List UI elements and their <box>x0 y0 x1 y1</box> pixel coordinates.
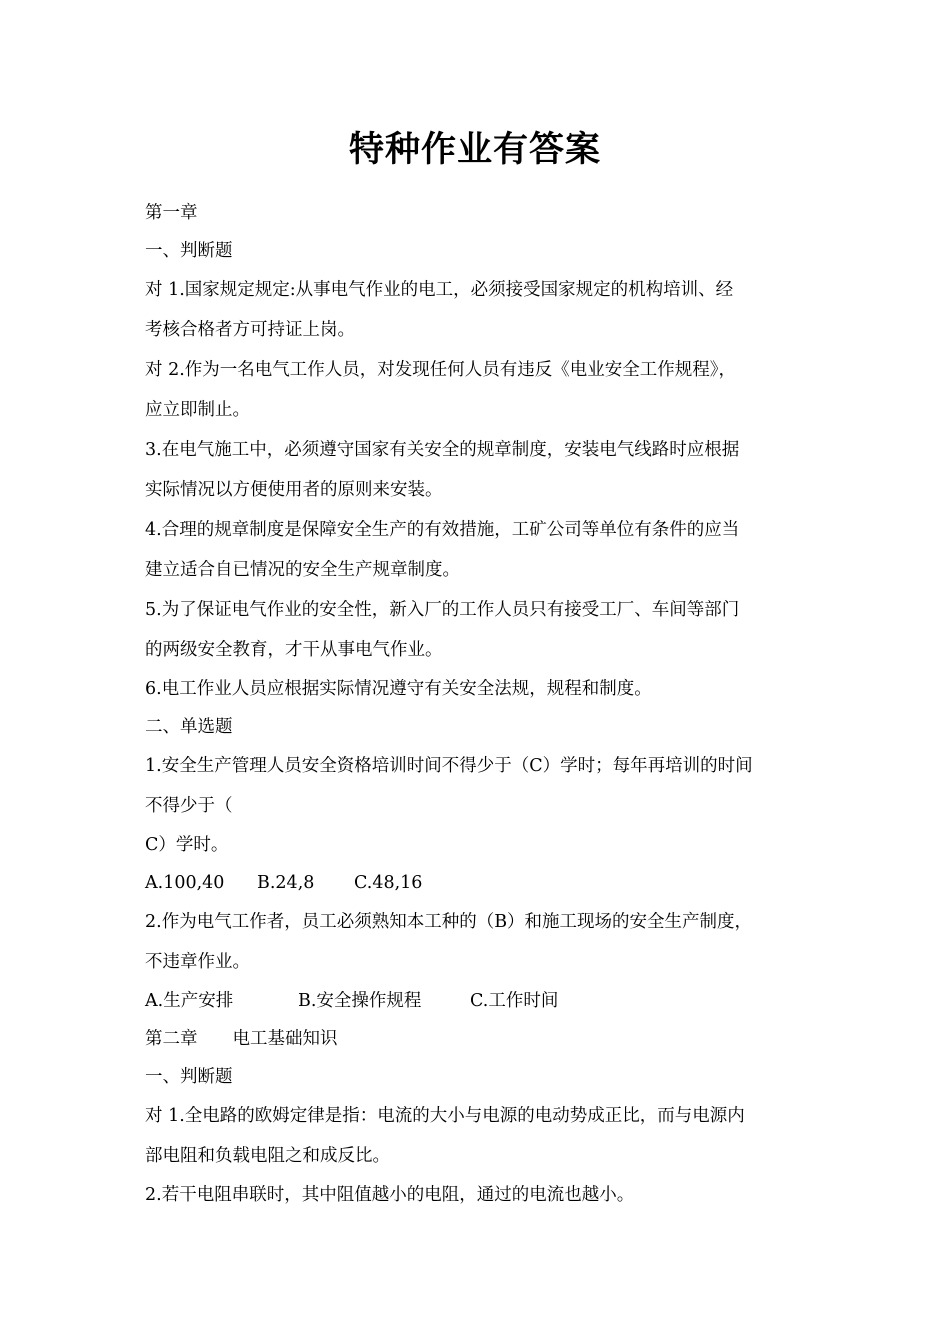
question-text: 5.为了保证电气作业的安全性，新入厂的工作人员只有接受工厂、车间等部门 <box>145 600 740 620</box>
question-text: 不违章作业。 <box>145 952 250 972</box>
question-text: 不得少于（ <box>145 796 233 816</box>
option-b: B.24,8 <box>257 873 315 893</box>
question-text: 对 2.作为一名电气工作人员，对发现任何人员有违反《电业安全工作规程》， <box>145 360 737 380</box>
answer-options <box>145 864 815 902</box>
question-text: 建立适合自已情况的安全生产规章制度。 <box>145 560 460 580</box>
chapter-heading: 第一章 <box>145 203 198 223</box>
page-title: 特种作业有答案 <box>348 130 601 170</box>
option-c: C.48,16 <box>354 873 423 893</box>
chapter-heading: 第二章 电工基础知识 <box>145 1029 338 1049</box>
question-text: 部电阻和负载电阻之和成反比。 <box>145 1146 390 1166</box>
option-a: A.生产安排 <box>145 991 234 1011</box>
question-text: 2.若干电阻串联时，其中阻值越小的电阻，通过的电流也越小。 <box>145 1185 635 1205</box>
question-text: 对 1.国家规定规定:从事电气作业的电工，必须接受国家规定的机构培训、经 <box>145 280 734 300</box>
section-heading: 一、判断题 <box>145 241 233 261</box>
question-text: 对 1.全电路的欧姆定律是指：电流的大小与电源的电动势成正比，而与电源内 <box>145 1106 745 1126</box>
question-text: 4.合理的规章制度是保障安全生产的有效措施，工矿公司等单位有条件的应当 <box>145 520 740 540</box>
answer-options <box>145 982 815 1020</box>
option-a: A.100,40 <box>145 873 225 893</box>
question-text: 1.安全生产管理人员安全资格培训时间不得少于（C）学时；每年再培训的时间 <box>145 756 753 776</box>
question-text: 3.在电气施工中，必须遵守国家有关安全的规章制度，安装电气线路时应根据 <box>145 440 740 460</box>
question-text: C）学时。 <box>145 835 229 855</box>
option-c: C.工作时间 <box>470 991 559 1011</box>
question-text: 2.作为电气工作者，员工必须熟知本工种的（B）和施工现场的安全生产制度， <box>145 912 753 932</box>
question-text: 的两级安全教育，才干从事电气作业。 <box>145 640 443 660</box>
document-body <box>145 194 815 1214</box>
question-text: 应立即制止。 <box>145 400 250 420</box>
option-b: B.安全操作规程 <box>298 991 422 1011</box>
section-heading: 一、判断题 <box>145 1067 233 1087</box>
question-text: 实际情况以方便使用者的原则来安装。 <box>145 480 443 500</box>
section-heading: 二、单选题 <box>145 717 233 737</box>
question-text: 考核合格者方可持证上岗。 <box>145 320 355 340</box>
question-text: 6.电工作业人员应根据实际情况遵守有关安全法规，规程和制度。 <box>145 679 652 699</box>
